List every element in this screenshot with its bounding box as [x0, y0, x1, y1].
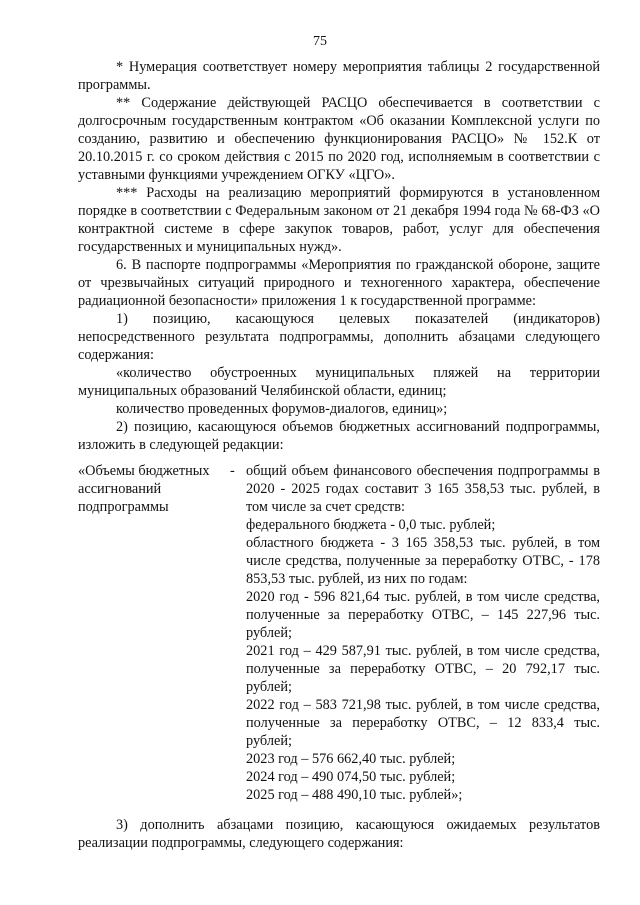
budget-line: 2025 год – 488 490,10 тыс. рублей»; [246, 787, 463, 803]
budget-line: 2020 год - 596 821,64 тыс. рублей, в том числе средства, полученные за переработку ОТВС, – 145 227,96 тыс. рублей; [246, 589, 600, 641]
footnote-2: ** Содержание действующей РАСЦО обеспечивается в соответствии с долгосрочным государственным контрактом «Об оказании Комплексной услуги по созданию, развитию и обеспечению функционирования РАСЦО» № 152.К от 20.10.2015 г. со сроком действия с 2015 по 2020 год, исполняемым в соответствии с уставными функциями учреждением ОГКУ «ЦГО». [78, 95, 600, 183]
budget-table-body [242, 462, 600, 804]
budget-table-dash: - [230, 463, 235, 479]
quote-paragraph-1: «количество обустроенных муниципальных пляжей на территории муниципальных образований Челябинской области, единиц; [78, 365, 600, 399]
budget-line: областного бюджета - 3 165 358,53 тыс. рублей, в том числе средства, полученные за переработку ОТВС, - 178 853,53 тыс. рублей, из них по годам: [246, 535, 600, 587]
item-6-paragraph: 6. В паспорте подпрограммы «Мероприятия по гражданской обороне, защите от чрезвычайных ситуаций природного и техногенного характера, обеспечение радиационной безопасности» приложения 1 к государственной программе: [78, 257, 600, 309]
budget-table-label: «Объемы бюджетных ассигнований подпрограммы [78, 463, 210, 515]
footnote-1: * Нумерация соответствует номеру мероприятия таблицы 2 государственной программы. [78, 59, 600, 93]
budget-line: 2023 год – 576 662,40 тыс. рублей; [246, 751, 456, 767]
budget-line: 2024 год – 490 074,50 тыс. рублей; [246, 769, 456, 785]
document-body [78, 58, 600, 852]
subitem-1-paragraph: 1) позицию, касающуюся целевых показателей (индикаторов) непосредственного результата подпрограммы, дополнить абзацами следующего содержания: [78, 311, 600, 363]
budget-line: 2022 год – 583 721,98 тыс. рублей, в том числе средства, полученные за переработку ОТВС, – 12 833,4 тыс. рублей; [246, 697, 600, 749]
budget-table [78, 462, 600, 804]
subitem-2-paragraph: 2) позицию, касающуюся объемов бюджетных ассигнований подпрограммы, изложить в следующей редакции: [78, 419, 600, 453]
budget-line: общий объем финансового обеспечения подпрограммы в 2020 - 2025 годах составит 3 165 358,53 тыс. рублей, в том числе за счет средств: [246, 463, 600, 515]
budget-line: 2021 год – 429 587,91 тыс. рублей, в том числе средства, полученные за переработку ОТВС, – 20 792,17 тыс. рублей; [246, 643, 600, 695]
subitem-3-paragraph: 3) дополнить абзацами позицию, касающуюся ожидаемых результатов реализации подпрограммы, следующего содержания: [78, 817, 600, 851]
page-number: 75 [313, 34, 327, 49]
footnote-3: *** Расходы на реализацию мероприятий формируются в установленном порядке в соответствии с Федеральным законом от 21 декабря 1994 года № 68-ФЗ «О контрактной системе в сфере закупок товаров, работ, услуг для обеспечения государственных и муниципальных нужд». [78, 185, 600, 255]
budget-line: федерального бюджета - 0,0 тыс. рублей; [246, 517, 496, 533]
quote-paragraph-2: количество проведенных форумов-диалогов, единиц»; [116, 401, 448, 417]
